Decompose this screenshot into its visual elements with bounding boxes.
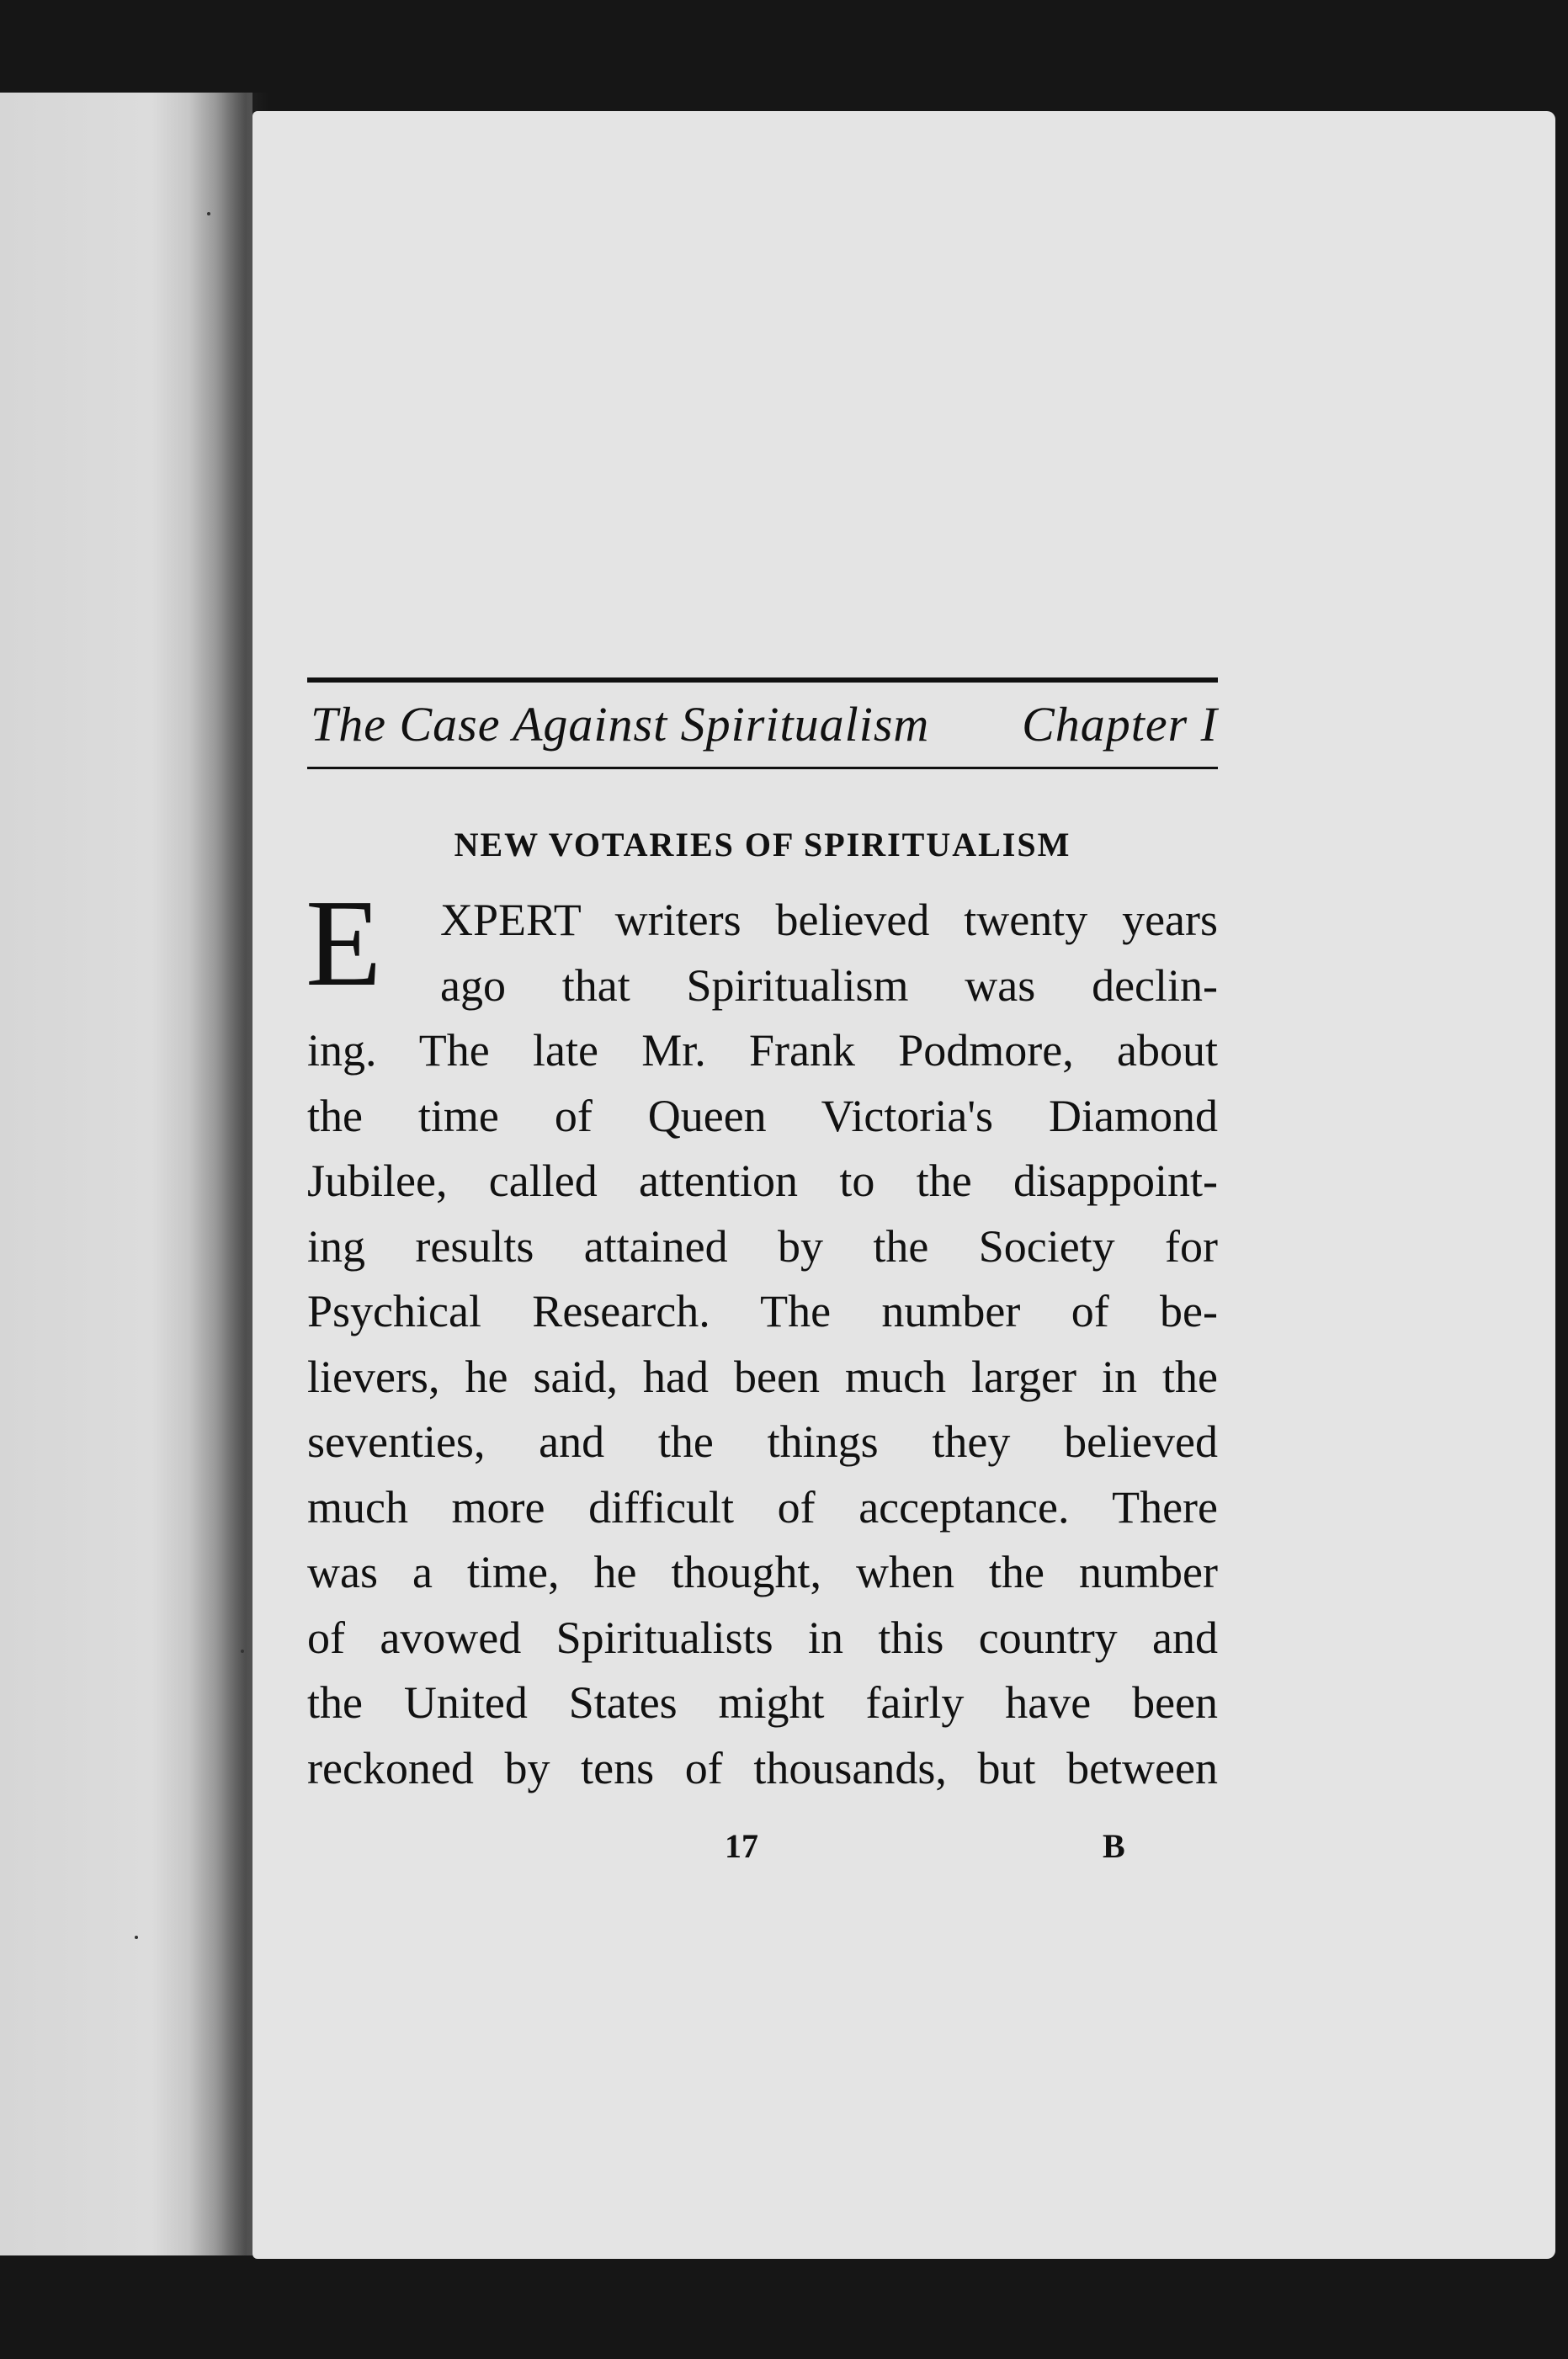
header-rule-bottom [307, 767, 1218, 769]
signature-mark: B [1103, 1827, 1125, 1865]
dust-speck [241, 1650, 244, 1653]
paragraph-line: the time of Queen Victoria's Diamond [307, 1090, 1218, 1141]
page-footer [307, 1826, 1218, 1877]
paragraph-line: Psychical Research. The number of be- [307, 1286, 1218, 1336]
paragraph-line: reckoned by tens of thousands, but between [307, 1742, 1218, 1793]
paragraph-line: seventies, and the things they believed [307, 1416, 1218, 1467]
running-head-title: The Case Against Spiritualism [311, 697, 930, 752]
dust-speck [207, 212, 210, 215]
paragraph-line: the United States might fairly have been [307, 1677, 1218, 1728]
paragraph-line: ing results attained by the Society for [307, 1220, 1218, 1272]
page-text-block [307, 677, 1218, 1877]
dust-speck [135, 1936, 138, 1939]
paragraph-line: ago that Spiritualism was declin- [440, 959, 1218, 1011]
paragraph-line: ing. The late Mr. Frank Podmore, about [307, 1025, 1218, 1076]
paragraph-line: of avowed Spiritualists in this country and [307, 1612, 1218, 1663]
body-paragraph [306, 874, 1218, 1801]
page-number: 17 [725, 1827, 758, 1865]
paragraph-line: lievers, he said, had been much larger in the [307, 1351, 1218, 1402]
paragraph-line: Jubilee, called attention to the disappoint- [307, 1156, 1218, 1206]
running-head [307, 683, 1218, 767]
drop-cap: E [306, 874, 382, 1012]
paragraph-line: was a time, he thought, when the number [307, 1547, 1218, 1597]
paragraph-line: XPERT writers believed twenty years [440, 895, 1218, 945]
paragraph-line: much more difficult of acceptance. There [307, 1481, 1218, 1533]
running-head-chapter: Chapter I [1022, 697, 1218, 752]
section-heading: NEW VOTARIES OF SPIRITUALISM [454, 826, 1071, 863]
